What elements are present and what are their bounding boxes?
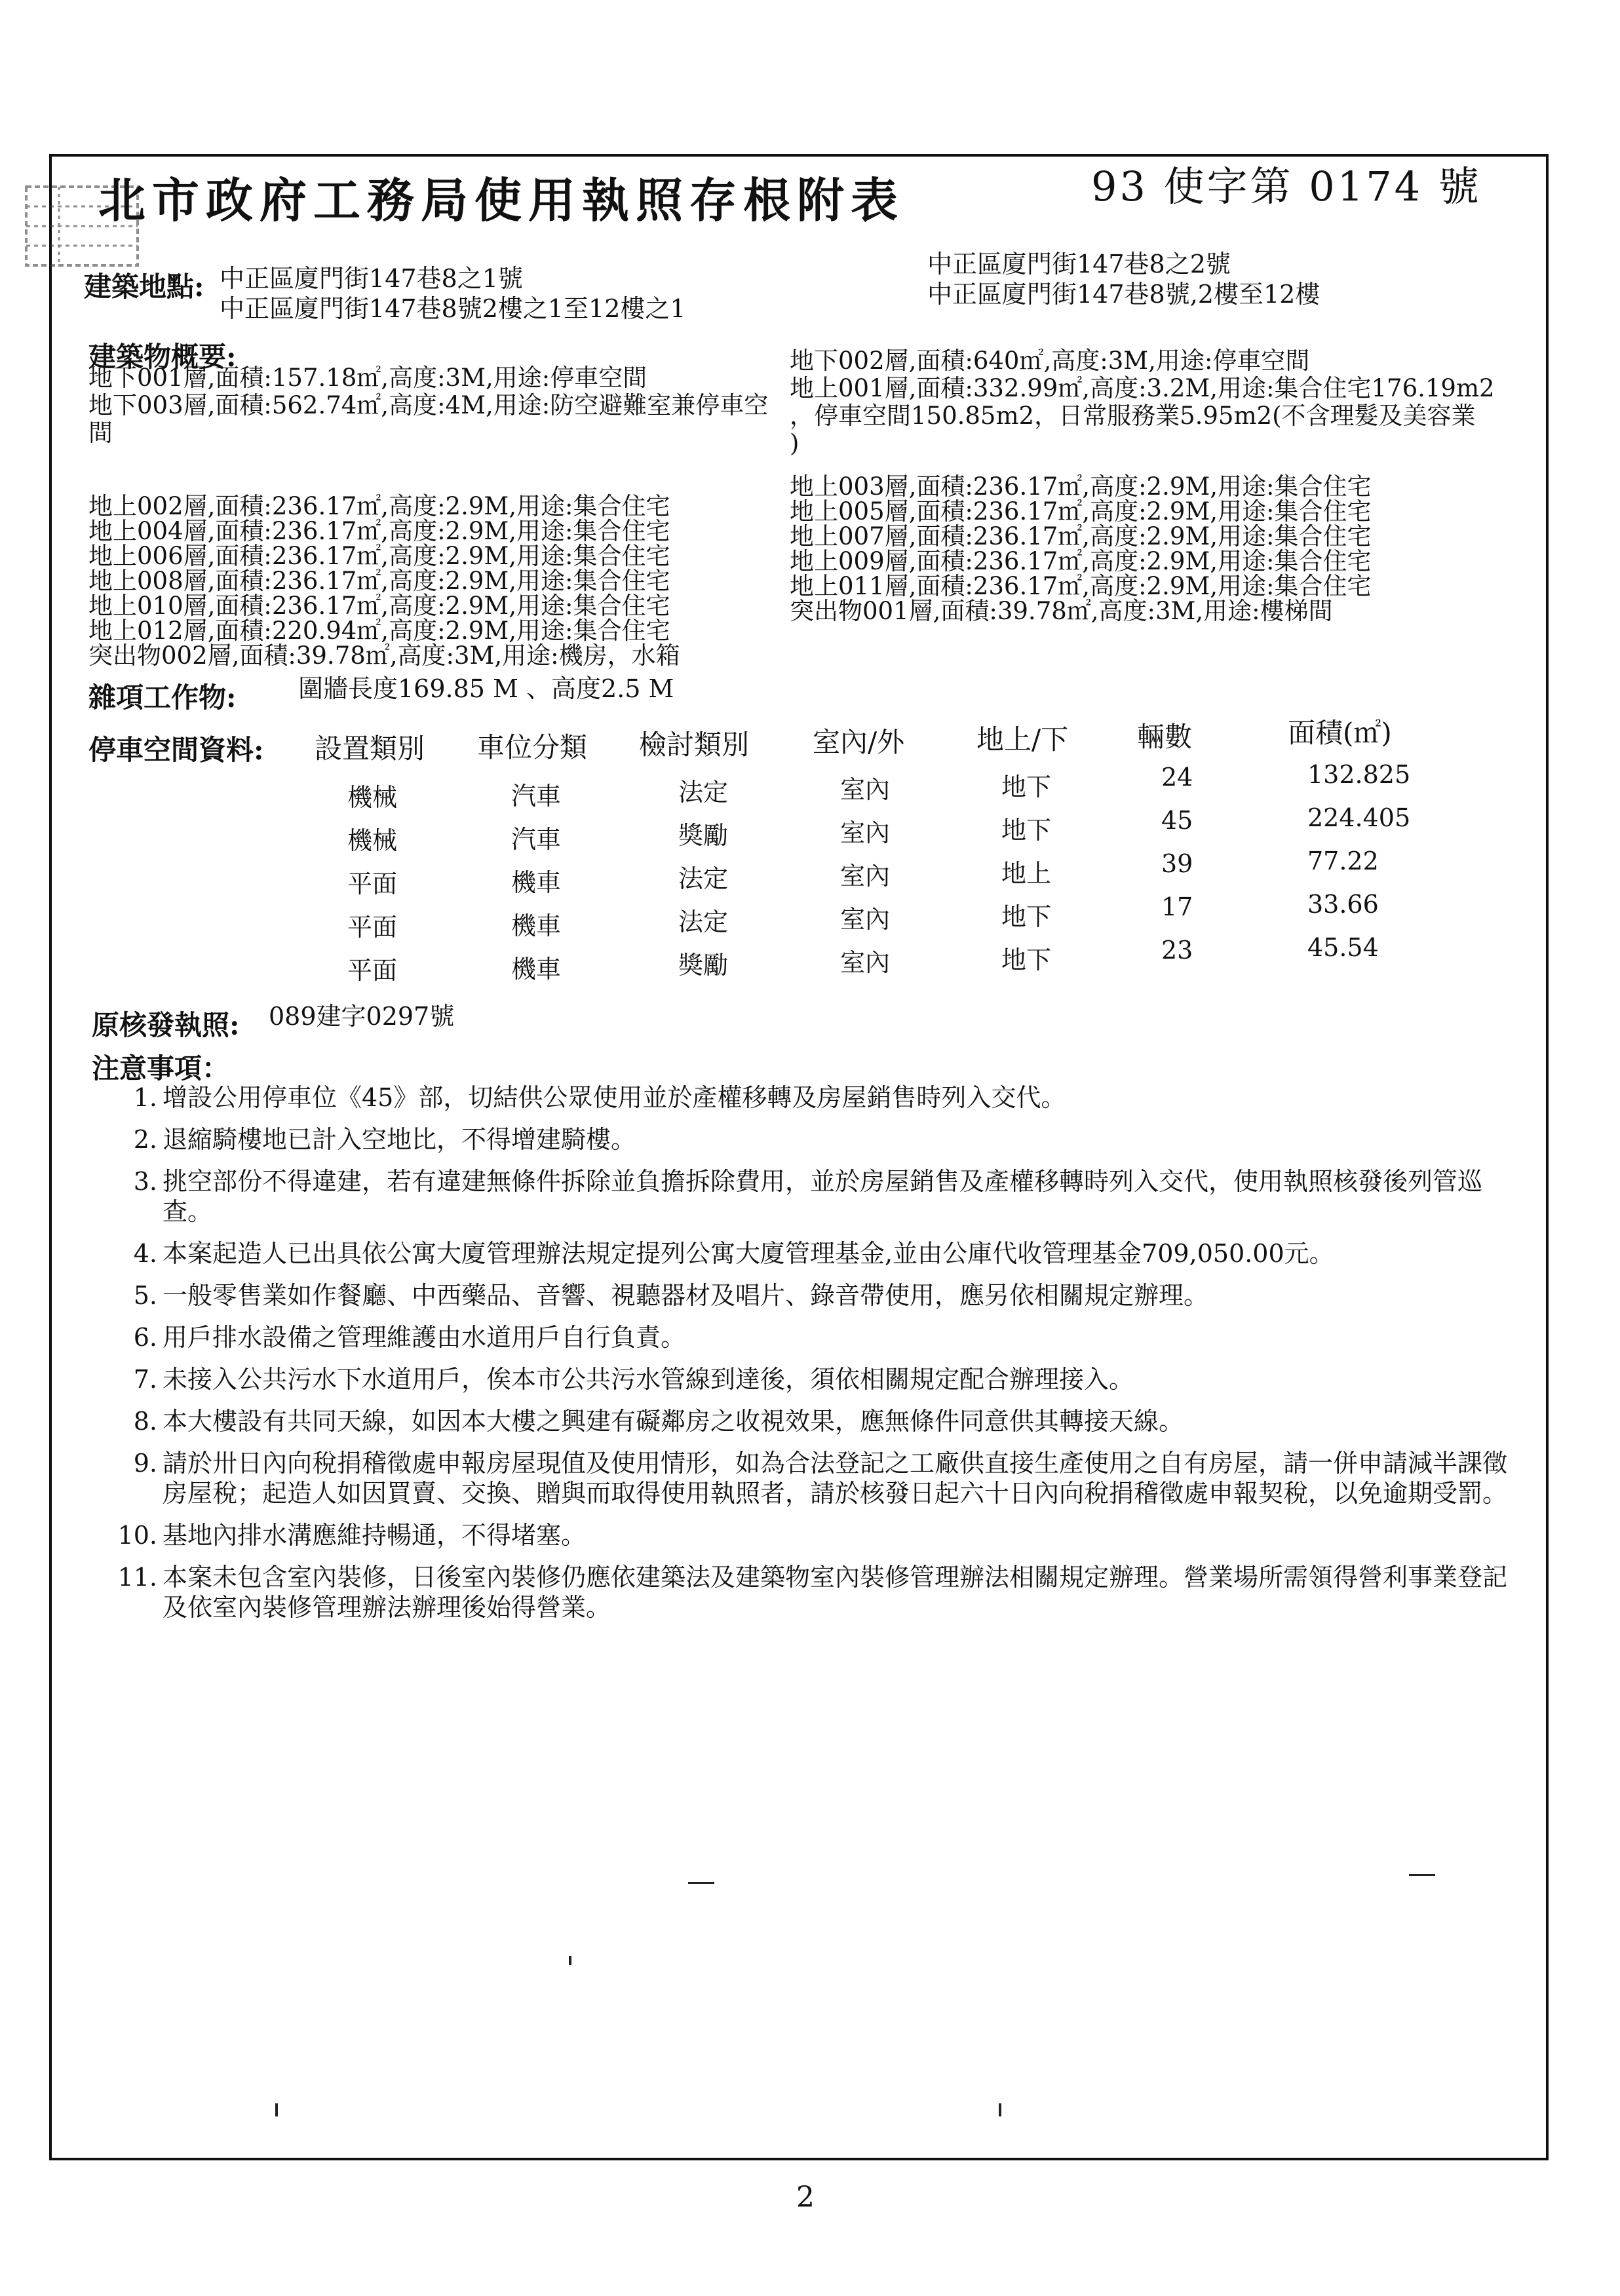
parking-header-indoor: 室內/外 — [813, 726, 905, 758]
address-label: 建築地點: — [84, 271, 204, 303]
overview-left-line-3: 間 — [88, 419, 113, 447]
list-item — [98, 1166, 1514, 1227]
note-text: 本案未包含室內裝修，日後室內裝修仍應依建築法及建築物室內裝修管理辦法相關規定辦理。營業場所需領得營利事業登記及依室內裝修管理辦法辦理後始得營業。 — [163, 1563, 1508, 1622]
overview-right-line-1: 地下002層,面積:640㎡,高度:3M,用途:停車空間 — [790, 347, 1310, 375]
cell-level: 地下 — [1001, 816, 1052, 845]
floor-left-2: 地上004層,面積:236.17㎡,高度:2.9M,用途:集合住宅 — [88, 517, 670, 545]
scan-mark — [999, 2103, 1001, 2116]
original-permit-label: 原核發執照: — [92, 1009, 240, 1041]
cell-level: 地下 — [1001, 773, 1052, 801]
note-number: 11. — [117, 1563, 157, 1592]
note-number: 2. — [133, 1125, 157, 1154]
floor-right-5: 地上011層,面積:236.17㎡,高度:2.9M,用途:集合住宅 — [790, 572, 1372, 600]
note-text: 用戶排水設備之管理維護由水道用戶自行負責。 — [163, 1323, 686, 1352]
parking-label: 停車空間資料: — [88, 734, 264, 766]
cell-review: 獎勵 — [678, 821, 729, 850]
list-item — [98, 1322, 1514, 1352]
overview-right-line-2: 地上001層,面積:332.99㎡,高度:3.2M,用途:集合住宅176.19m2 — [790, 374, 1495, 402]
cell-indoor: 室內 — [840, 862, 891, 890]
cell-level: 地下 — [1001, 902, 1052, 931]
cell-class: 汽車 — [511, 782, 562, 811]
cell-level: 地下 — [1001, 946, 1052, 974]
note-text: 退縮騎樓地已計入空地比，不得增建騎樓。 — [163, 1125, 636, 1154]
parking-header-type: 設置類別 — [315, 733, 425, 765]
list-item — [98, 1280, 1514, 1311]
cell-class: 機車 — [511, 868, 562, 897]
scan-mark — [1409, 1874, 1435, 1876]
cell-type: 機械 — [347, 783, 398, 812]
note-number: 4. — [133, 1239, 157, 1268]
cell-type: 平面 — [347, 956, 398, 985]
notes-list — [98, 1082, 1514, 1634]
cell-level: 地上 — [1001, 859, 1052, 888]
list-item — [98, 1562, 1514, 1622]
cell-count: 45 — [1161, 806, 1193, 835]
misc-value: 圍牆長度169.85 M 、高度2.5 M — [298, 674, 674, 703]
overview-label: 建築物概要: — [88, 341, 237, 373]
cell-type: 機械 — [347, 826, 398, 855]
floor-right-3: 地上007層,面積:236.17㎡,高度:2.9M,用途:集合住宅 — [790, 522, 1372, 550]
note-text: 挑空部份不得違建，若有違建無條件拆除並負擔拆除費用，並於房屋銷售及產權移轉時列入交代，使用執照核發後列管巡查。 — [163, 1167, 1483, 1226]
parking-header-count: 輛數 — [1137, 721, 1193, 753]
cell-count: 17 — [1161, 892, 1193, 921]
address-left-1: 中正區廈門街147巷8之1號 — [220, 264, 523, 293]
note-number: 6. — [133, 1323, 157, 1352]
parking-header-review: 檢討類別 — [639, 729, 750, 761]
cell-class: 機車 — [511, 911, 562, 940]
note-text: 請於卅日內向稅捐稽徵處申報房屋現值及使用情形，如為合法登記之工廠供直接生產使用之自有房屋，請一併申請減半課徵房屋稅；起造人如因買賣、交換、贈與而取得使用執照者，請於核發日起六十日內向稅捐稽徵處申報契稅，以免逾期受罰。 — [163, 1449, 1508, 1508]
list-item — [98, 1124, 1514, 1155]
floor-left-5: 地上010層,面積:236.17㎡,高度:2.9M,用途:集合住宅 — [88, 592, 670, 620]
cell-indoor: 室內 — [840, 948, 891, 977]
list-item — [98, 1082, 1514, 1113]
list-item — [98, 1364, 1514, 1394]
list-item — [98, 1520, 1514, 1550]
cell-area: 132.825 — [1307, 760, 1411, 789]
overview-left-line-1: 地下001層,面積:157.18㎡,高度:3M,用途:停車空間 — [88, 364, 647, 392]
cell-count: 24 — [1161, 763, 1193, 792]
cell-class: 機車 — [511, 955, 562, 984]
list-item — [98, 1406, 1514, 1436]
cell-review: 法定 — [678, 778, 729, 807]
parking-header-level: 地上/下 — [976, 723, 1069, 756]
cell-review: 法定 — [678, 908, 729, 936]
scan-mark — [275, 2103, 278, 2116]
cell-count: 23 — [1161, 936, 1193, 965]
note-number: 7. — [133, 1365, 157, 1394]
floor-left-4: 地上008層,面積:236.17㎡,高度:2.9M,用途:集合住宅 — [88, 567, 670, 595]
cell-type: 平面 — [347, 913, 398, 942]
note-text: 本大樓設有共同天線，如因本大樓之興建有礙鄰房之收視效果，應無條件同意供其轉接天線。 — [163, 1407, 1184, 1436]
note-text: 基地內排水溝應維持暢通，不得堵塞。 — [163, 1521, 587, 1550]
parking-header-area: 面積(㎡) — [1288, 717, 1392, 749]
overview-left-line-2: 地下003層,面積:562.74㎡,高度:4M,用途:防空避難室兼停車空 — [88, 391, 769, 419]
note-text: 未接入公共污水下水道用戶，俟本市公共污水管線到達後，須依相關規定配合辦理接入。 — [163, 1365, 1134, 1394]
page-number: 2 — [796, 2181, 815, 2214]
cell-review: 獎勵 — [678, 951, 729, 980]
note-number: 8. — [133, 1407, 157, 1436]
cell-area: 45.54 — [1307, 933, 1379, 962]
note-number: 9. — [133, 1449, 157, 1478]
cell-area: 33.66 — [1307, 890, 1379, 919]
floor-left-1: 地上002層,面積:236.17㎡,高度:2.9M,用途:集合住宅 — [88, 492, 670, 520]
misc-label: 雜項工作物: — [88, 681, 237, 714]
cell-area: 77.22 — [1307, 847, 1379, 875]
cell-type: 平面 — [347, 870, 398, 898]
note-number: 5. — [133, 1281, 157, 1310]
list-item — [98, 1238, 1514, 1269]
parking-header-class: 車位分類 — [477, 731, 588, 763]
address-right-2: 中正區廈門街147巷8號,2樓至12樓 — [927, 280, 1321, 309]
floor-left-3: 地上006層,面積:236.17㎡,高度:2.9M,用途:集合住宅 — [88, 542, 670, 570]
cell-indoor: 室內 — [840, 905, 891, 934]
original-permit-value: 089建字0297號 — [269, 1002, 455, 1031]
floor-right-2: 地上005層,面積:236.17㎡,高度:2.9M,用途:集合住宅 — [790, 497, 1372, 526]
address-left-2: 中正區廈門街147巷8號2樓之1至12樓之1 — [220, 294, 686, 323]
cell-class: 汽車 — [511, 825, 562, 854]
scan-mark — [569, 1956, 571, 1965]
cell-area: 224.405 — [1307, 803, 1411, 832]
note-number: 1. — [133, 1083, 157, 1112]
cell-indoor: 室內 — [840, 775, 891, 804]
note-number: 3. — [133, 1167, 157, 1196]
floor-right-1: 地上003層,面積:236.17㎡,高度:2.9M,用途:集合住宅 — [790, 472, 1372, 501]
address-right-1: 中正區廈門街147巷8之2號 — [927, 250, 1231, 278]
overview-right-line-3: ，停車空間150.85m2，日常服務業5.95m2(不含理髮及美容業 — [790, 402, 1476, 430]
floor-right-4: 地上009層,面積:236.17㎡,高度:2.9M,用途:集合住宅 — [790, 547, 1372, 575]
document-title: 北市政府工務局使用執照存根附表 — [98, 172, 905, 228]
note-text: 本案起造人已出具依公寓大廈管理辦法規定提列公寓大廈管理基金,並由公庫代收管理基金709,050.00元。 — [163, 1239, 1334, 1268]
list-item — [98, 1448, 1514, 1508]
note-text: 一般零售業如作餐廳、中西藥品、音響、視聽器材及唱片、錄音帶使用，應另依相關規定辦理。 — [163, 1281, 1209, 1310]
overview-right-line-4: ) — [790, 429, 800, 457]
notes-label: 注意事項： — [92, 1052, 230, 1084]
permit-number: 93 使字第 0174 號 — [1091, 163, 1482, 210]
floor-left-6: 地上012層,面積:220.94㎡,高度:2.9M,用途:集合住宅 — [88, 617, 670, 645]
note-number: 10. — [117, 1521, 157, 1550]
cell-count: 39 — [1161, 849, 1193, 878]
floor-right-6: 突出物001層,面積:39.78㎡,高度:3M,用途:樓梯間 — [790, 597, 1333, 625]
scan-mark — [688, 1882, 714, 1884]
cell-indoor: 室內 — [840, 818, 891, 847]
cell-review: 法定 — [678, 864, 729, 893]
floor-left-7: 突出物002層,面積:39.78㎡,高度:3M,用途:機房，水箱 — [88, 641, 680, 670]
note-text: 增設公用停車位《45》部，切結供公眾使用並於產權移轉及房屋銷售時列入交代。 — [163, 1083, 1066, 1112]
